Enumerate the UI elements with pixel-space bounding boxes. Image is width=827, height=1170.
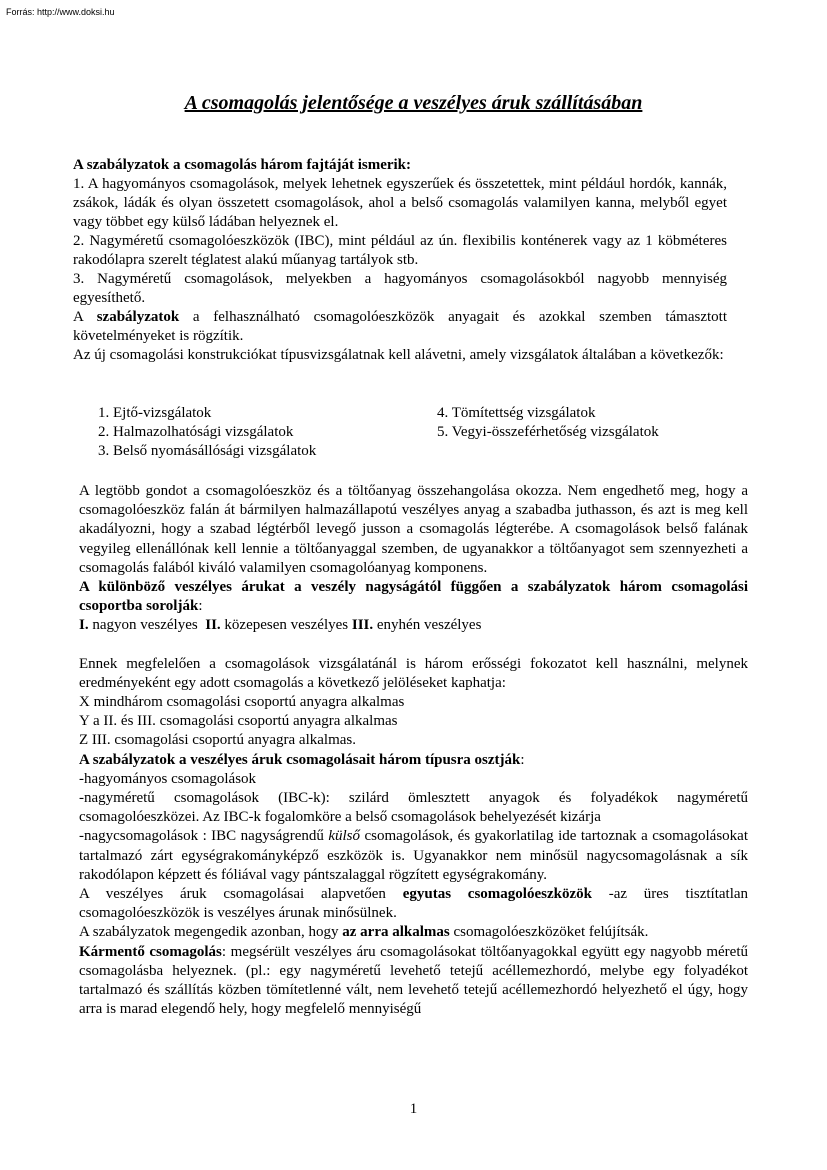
- list-item-1: 1. A hagyományos csomagolások, melyek lehetnek egyszerűek és összetettek, mint például hordók, kannák, zsákok, ládák és olyan összetett csomagolások, ahol a belső csomagolás valamilyen kanna, melyből egyet vagy többet egy külső ládában helyeznek el.: [73, 176, 727, 230]
- list-item-3: 3. Nagyméretű csomagolások, melyekben a hagyományos csomagolásokból nagyobb mennyiség egyesíthető.: [73, 271, 727, 306]
- test-item: 5. Vegyi-összeférhetőség vizsgálatok: [437, 424, 659, 440]
- compatibility-paragraph: A legtöbb gondot a csomagolóeszköz és a töltőanyag összehangolása okozza. Nem engedhető meg, hogy a csomagolóeszköz falán át bármilyen halmazállapotú veszélyes anyag a szabadba juthasson, és azt is meg kell akadályozni, hogy a szabad légtérből levegő jusson a csomagolás légterébe. A csomagolások belső falának vegyileg ellenállónak kell lennie a töltőanyaggal szemben, de ugyanakkor a töltőanyagot sem szennyezheti a csomagolás falából kiváló valamilyen csomagolóanyag komponens.: [79, 483, 748, 576]
- tests-list: [98, 404, 738, 464]
- packing-groups-line: I. nagyon veszélyes II. közepesen veszélyes III. enyhén veszélyes: [79, 617, 482, 634]
- main-body: [79, 482, 748, 1019]
- tests-right-column: [437, 404, 737, 442]
- test-item: 3. Belső nyomásállósági vizsgálatok: [98, 443, 317, 459]
- mark-z: Z III. csomagolási csoportú anyagra alkalmas.: [79, 732, 356, 749]
- types-heading: A szabályzatok a veszélyes áruk csomagolásait három típusra osztják:: [79, 751, 525, 768]
- mark-y: Y a II. és III. csomagolási csoportú anyagra alkalmas: [79, 713, 398, 730]
- intro-section: [73, 156, 727, 365]
- one-way-paragraph: A veszélyes áruk csomagolásai alapvetően egyutas csomagolóeszközök -az üres tisztítatlan csomagolóeszközök is veszélyes árunak minősülnek.: [79, 886, 749, 922]
- tests-left-column: [98, 404, 428, 461]
- type-1: -hagyományos csomagolások: [79, 770, 257, 787]
- refurbish-paragraph: A szabályzatok megengedik azonban, hogy az arra alkalmas csomagolóeszközöket felújítsák.: [79, 924, 649, 941]
- mark-x: X mindhárom csomagolási csoportú anyagra alkalmas: [79, 694, 405, 711]
- source-url: Forrás: http://www.doksi.hu: [6, 7, 115, 17]
- test-item: 2. Halmazolhatósági vizsgálatok: [98, 424, 294, 440]
- packing-groups-heading: A különböző veszélyes árukat a veszély nagyságától függően a szabályzatok három csomagolási csoportba sorolják:: [79, 579, 748, 615]
- intro-heading: A szabályzatok a csomagolás három fajtáját ismerik:: [73, 157, 412, 173]
- test-item: 1. Ejtő-vizsgálatok: [98, 405, 212, 421]
- page-number: 1: [409, 1101, 418, 1117]
- rules-paragraph: A szabályzatok a felhasználható csomagolóeszközök anyagait és azokkal szemben támasztott követelményeket is rögzítik.: [73, 309, 727, 344]
- page-title: A csomagolás jelentősége a veszélyes áruk szállításában: [184, 92, 643, 114]
- test-item: 4. Tömítettség vizsgálatok: [437, 405, 596, 421]
- new-constructions-paragraph: Az új csomagolási konstrukciókat típusvizsgálatnak kell alávetni, amely vizsgálatok általában a következők:: [73, 347, 724, 363]
- test-levels-paragraph: Ennek megfelelően a csomagolások vizsgálatánál is három erősségi fokozatot kell használni, melynek eredményeként egy adott csomagolás a következő jelöléseket kaphatja:: [79, 655, 748, 691]
- list-item-2: 2. Nagyméretű csomagolóeszközök (IBC), mint például az ún. flexibilis konténerek vagy az 1 köbméteres rakodólapra szerelt téglatest alakú műanyag tartályok stb.: [73, 233, 727, 268]
- type-3: -nagycsomagolások : IBC nagyságrendű külső csomagolások, és gyakorlatilag ide tartoznak a csomagolásokat tartalmazó zárt egységrakományképző eszközök is. Ugyanakkor nem minősül nagycsomagolásnak a sík rakodólapon képzett és fóliával vagy pántszalaggal rögzített egységrakomány.: [79, 828, 748, 883]
- type-2: -nagyméretű csomagolások (IBC-k): szilárd ömlesztett anyagok és folyadékok nagyméretű csomagolóeszközei. Az IBC-k fogalomköre a belső csomagolások behelyezését kizárja: [79, 790, 748, 826]
- salvage-paragraph: Kármentő csomagolás: megsérült veszélyes áru csomagolásokat töltőanyagokkal együtt egy nagyobb méretű csomagolásba helyeznek. (pl.: egy nagyméretű levehető tetejű acéllemezhordó, melybe egy folyadékot tartalmazó és szállítás közben tömítetlenné vált, nem levehető tetejű acéllemezhordó helyezhető el úgy, hogy arra is marad elegendő hely, hogy megfelelő mennyiségű: [79, 943, 749, 1018]
